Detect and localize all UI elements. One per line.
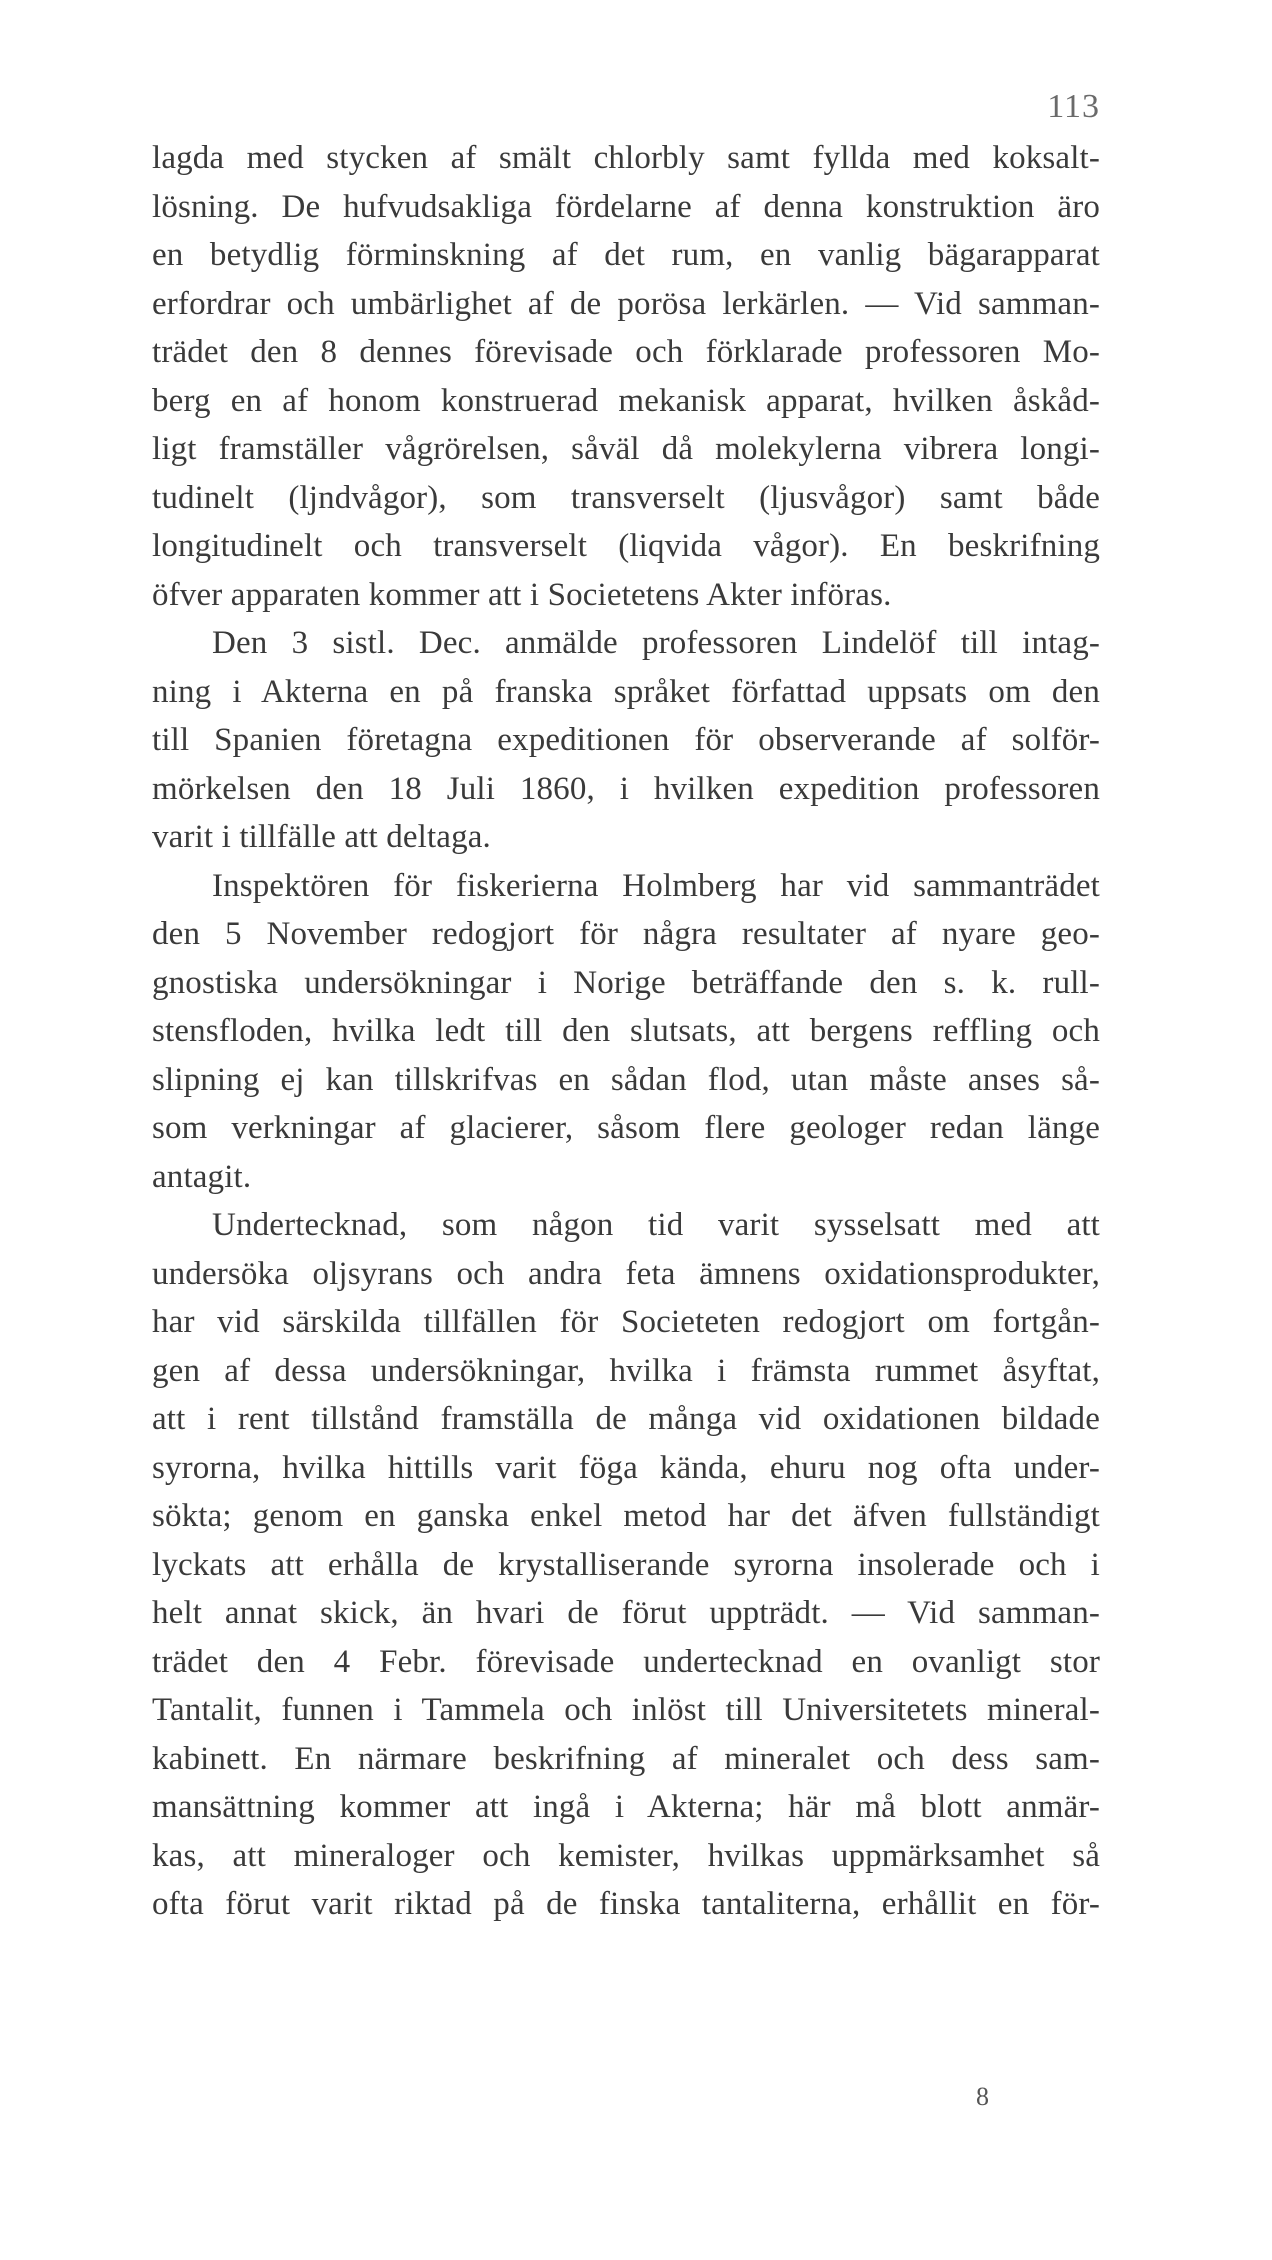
- text-line: syrorna, hvilka hittills varit föga kända, ehuru nog ofta under-: [152, 1449, 1100, 1486]
- text-line: kabinett. En närmare beskrifning af mineralet och dess sam-: [152, 1740, 1100, 1777]
- text-line: lyckats att erhålla de krystalliserande syrorna insolerade och i: [152, 1546, 1100, 1583]
- text-line: Tantalit, funnen i Tammela och inlöst till Universitetets mineral-: [152, 1692, 1100, 1728]
- text-line: lösning. De hufvudsakliga fördelarne af denna konstruktion äro: [152, 188, 1100, 225]
- text-line: stensfloden, hvilka ledt till den slutsats, att bergens reffling och: [152, 1013, 1100, 1049]
- text-line: ning i Akterna en på franska språket författad uppsats om den: [152, 673, 1100, 710]
- signature-mark: 8: [976, 2082, 989, 2111]
- text-line: öfver apparaten kommer att i Societetens Akter införas.: [152, 576, 892, 613]
- text-line: kas, att mineraloger och kemister, hvilkas uppmärksamhet så: [152, 1837, 1100, 1874]
- text-line: longitudinelt och transverselt (liqvida vågor). En beskrifning: [152, 528, 1100, 564]
- text-line: antagit.: [152, 1158, 252, 1195]
- text-line: mansättning kommer att ingå i Akterna; här må blott anmär-: [152, 1789, 1100, 1825]
- text-line: tudinelt (ljndvågor), som transverselt (ljusvågor) samt både: [152, 479, 1100, 516]
- text-line: som verkningar af glacierer, såsom flere geologer redan länge: [152, 1110, 1100, 1146]
- text-line: helt annat skick, än hvari de förut uppträdt. — Vid samman-: [152, 1595, 1100, 1631]
- text-line: att i rent tillstånd framställa de många vid oxidationen bildade: [152, 1401, 1100, 1437]
- body-text: [152, 134, 1100, 1929]
- text-line: slipning ej kan tillskrifvas en sådan flod, utan måste anses så-: [152, 1061, 1100, 1098]
- text-line: erfordrar och umbärlighet af de porösa lerkärlen. — Vid samman-: [152, 285, 1100, 322]
- text-line: ofta förut varit riktad på de finska tantaliterna, erhållit en för-: [152, 1886, 1100, 1922]
- text-line: den 5 November redogjort för några resultater af nyare geo-: [152, 916, 1100, 952]
- text-line: undersöka oljsyrans och andra feta ämnens oxidationsprodukter,: [152, 1255, 1100, 1292]
- text-line: varit i tillfälle att deltaga.: [152, 819, 491, 855]
- text-line: har vid särskilda tillfällen för Societeten redogjort om fortgån-: [152, 1304, 1100, 1340]
- text-line: trädet den 8 dennes förevisade och förklarade professoren Mo-: [152, 334, 1100, 370]
- page-number: 113: [1047, 88, 1100, 125]
- text-line: Inspektören för fiskerierna Holmberg har vid sammanträdet: [212, 867, 1100, 904]
- text-line: trädet den 4 Febr. förevisade undertecknad en ovanligt stor: [152, 1643, 1100, 1680]
- text-line: sökta; genom en ganska enkel metod har det äfven fullständigt: [152, 1498, 1100, 1534]
- text-line: gen af dessa undersökningar, hvilka i främsta rummet åsyftat,: [152, 1352, 1100, 1389]
- text-line: mörkelsen den 18 Juli 1860, i hvilken expedition professoren: [152, 770, 1100, 807]
- text-line: berg en af honom konstruerad mekanisk apparat, hvilken åskåd-: [152, 382, 1100, 419]
- text-line: Den 3 sistl. Dec. anmälde professoren Lindelöf till intag-: [212, 625, 1100, 661]
- text-line: ligt framställer vågrörelsen, såväl då molekylerna vibrera longi-: [152, 431, 1100, 467]
- text-line: till Spanien företagna expeditionen för observerande af solför-: [152, 722, 1100, 758]
- text-line: Undertecknad, som någon tid varit sysselsatt med att: [212, 1207, 1100, 1243]
- text-line: lagda med stycken af smält chlorbly samt fyllda med koksalt-: [152, 140, 1100, 176]
- text-line: en betydlig förminskning af det rum, en vanlig bägarapparat: [152, 237, 1100, 273]
- text-line: gnostiska undersökningar i Norige beträffande den s. k. rull-: [152, 964, 1100, 1001]
